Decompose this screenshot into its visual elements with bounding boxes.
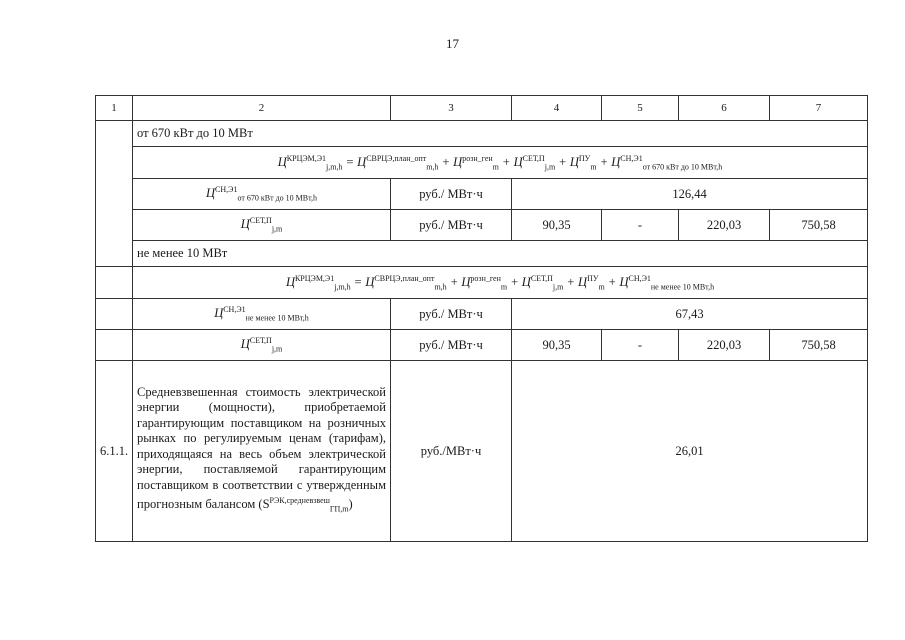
value-cell: 750,58: [770, 210, 868, 241]
unit-cell: руб./ МВт·ч: [391, 330, 512, 361]
unit-cell: руб./ МВт·ч: [391, 299, 512, 330]
col-header: 2: [133, 96, 391, 121]
col-header: 7: [770, 96, 868, 121]
value-cell: 26,01: [512, 361, 868, 542]
col-header: 6: [679, 96, 770, 121]
blank-cell: [96, 330, 133, 361]
symbol-cell: $Ц^{СЕТ,П}_{j,m}$: [133, 330, 391, 361]
col-header: 5: [602, 96, 679, 121]
col-header: 4: [512, 96, 602, 121]
item-description: Средневзвешенная стоимость электрической энергии (мощности), приобретаемой гарантирующим поставщиком на розничных рынках по регулируемым ценам (тарифам), приходящаяся на весь объем электрической энергии, поставляемой гарантирующим поставщиком в соответствии с утвержденным прогнозным балансом $(S^{РЭК,средневзвеш}_{ГП,m})$: [133, 361, 391, 542]
section-title: от 670 кВт до 10 МВт: [133, 121, 868, 147]
value-cell: 220,03: [679, 210, 770, 241]
tariff-table: [95, 95, 868, 542]
value-cell: 90,35: [512, 330, 602, 361]
blank-cell: [96, 121, 133, 267]
page-number: 17: [446, 36, 459, 51]
header-row: [96, 96, 868, 121]
formula: $Ц^{КРЦЭМ,Э1}_{j,m,h} = Ц^{СВРЦЭ,план\_опт}_{m,h} + Ц^{розн\_ген}_m + Ц^{СЕТ,П}_{j,m} + Ц^{ПУ}_m + Ц^{СН,Э1}_{не менее 10 МВт,h}$: [133, 267, 868, 299]
value-cell: -: [602, 210, 679, 241]
value-cell: 126,44: [512, 179, 868, 210]
value-cell: -: [602, 330, 679, 361]
symbol-cell: $Ц^{СЕТ,П}_{j,m}$: [133, 210, 391, 241]
col-header: 1: [96, 96, 133, 121]
formula: $Ц^{КРЦЭМ,Э1}_{j,m,h} = Ц^{СВРЦЭ,план\_опт}_{m,h} + Ц^{розн\_ген}_m + Ц^{СЕТ,П}_{j,m} + Ц^{ПУ}_m + Ц^{СН,Э1}_{от 670 кВт до 10 МВт,h}$: [133, 147, 868, 179]
item-number: 6.1.1.: [96, 361, 133, 542]
blank-cell: [96, 299, 133, 330]
item-symbol: $(S^{РЭК,средневзвеш}_{ГП,m})$: [258, 496, 353, 514]
section-title: не менее 10 МВт: [133, 241, 868, 267]
unit-cell: руб./ МВт·ч: [391, 179, 512, 210]
value-cell: 220,03: [679, 330, 770, 361]
value-cell: 90,35: [512, 210, 602, 241]
value-cell: 750,58: [770, 330, 868, 361]
unit-cell: руб./ МВт·ч: [391, 210, 512, 241]
symbol-cell: $Ц^{СН,Э1}_{не менее 10 МВт,h}$: [133, 299, 391, 330]
blank-cell: [96, 267, 133, 299]
col-header: 3: [391, 96, 512, 121]
symbol-cell: $Ц^{СН,Э1}_{от 670 кВт до 10 МВт,h}$: [133, 179, 391, 210]
value-cell: 67,43: [512, 299, 868, 330]
unit-cell: руб./МВт·ч: [391, 361, 512, 542]
